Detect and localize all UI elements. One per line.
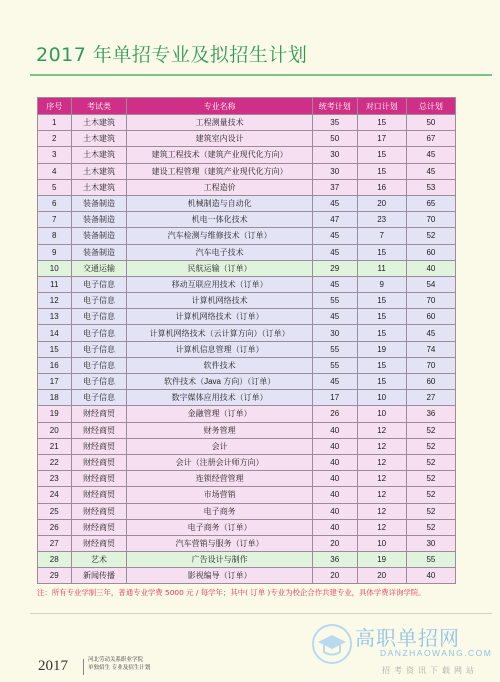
cell-unified-plan: 30 <box>312 325 357 341</box>
cell-major: 机电一体化技术 <box>127 212 313 228</box>
watermark-tagline: 招考资讯下载网站 <box>382 666 478 675</box>
cell-major: 会计 <box>127 438 313 454</box>
cell-total-plan: 36 <box>406 406 455 422</box>
cell-major: 财务管理 <box>127 422 313 438</box>
table-row <box>38 179 456 195</box>
cell-unified-plan: 40 <box>312 519 357 535</box>
cell-category: 财经商贸 <box>71 535 127 551</box>
cell-unified-plan: 47 <box>312 212 357 228</box>
table-row <box>38 244 456 260</box>
title-divider <box>30 74 492 76</box>
cell-category: 电子信息 <box>71 293 127 309</box>
cell-total-plan: 53 <box>406 179 455 195</box>
cell-no: 4 <box>38 163 72 179</box>
cell-targeted-plan: 17 <box>357 131 406 147</box>
cell-no: 8 <box>38 228 72 244</box>
table-row <box>38 325 456 341</box>
cell-no: 23 <box>38 471 72 487</box>
table-row <box>38 309 456 325</box>
table-row <box>38 390 456 406</box>
cell-category: 财经商贸 <box>71 422 127 438</box>
cell-major: 汽车营销与服务（订单） <box>127 535 313 551</box>
cell-major: 工程造价 <box>127 179 313 195</box>
table-row <box>38 568 456 584</box>
cell-major: 软件技术（Java 方向）（订单） <box>127 374 313 390</box>
cell-category: 新闻传播 <box>71 568 127 584</box>
cell-targeted-plan: 15 <box>357 147 406 163</box>
table-row <box>38 115 456 131</box>
cell-major: 计算机网络技术（云计算方向）（订单） <box>127 325 313 341</box>
cell-category: 土木建筑 <box>71 131 127 147</box>
cell-category: 财经商贸 <box>71 406 127 422</box>
cell-major: 移动互联应用技术（订单） <box>127 276 313 292</box>
table-row <box>38 374 456 390</box>
header-total-plan: 总计划 <box>406 98 455 115</box>
cell-category: 装备制造 <box>71 228 127 244</box>
cell-unified-plan: 40 <box>312 503 357 519</box>
cell-total-plan: 52 <box>406 228 455 244</box>
cell-unified-plan: 20 <box>312 535 357 551</box>
cell-total-plan: 52 <box>406 438 455 454</box>
table-row <box>38 163 456 179</box>
cell-no: 13 <box>38 309 72 325</box>
cell-major: 建筑室内设计 <box>127 131 313 147</box>
cell-targeted-plan: 19 <box>357 552 406 568</box>
cell-unified-plan: 45 <box>312 309 357 325</box>
cell-category: 电子信息 <box>71 357 127 373</box>
cell-targeted-plan: 10 <box>357 535 406 551</box>
cell-no: 22 <box>38 454 72 470</box>
cell-total-plan: 52 <box>406 471 455 487</box>
cell-category: 交通运输 <box>71 260 127 276</box>
table-row <box>38 212 456 228</box>
cell-no: 20 <box>38 422 72 438</box>
header-unified-plan: 统考计划 <box>312 98 357 115</box>
cell-unified-plan: 55 <box>312 341 357 357</box>
table-row <box>38 422 456 438</box>
cell-category: 艺术 <box>71 552 127 568</box>
table-row <box>38 503 456 519</box>
header-major: 专业名称 <box>127 98 313 115</box>
cell-unified-plan: 40 <box>312 422 357 438</box>
table-row <box>38 535 456 551</box>
cell-total-plan: 52 <box>406 454 455 470</box>
cell-total-plan: 52 <box>406 422 455 438</box>
cell-unified-plan: 35 <box>312 115 357 131</box>
cell-targeted-plan: 9 <box>357 276 406 292</box>
cell-major: 建筑工程技术（建筑产业现代化方向） <box>127 147 313 163</box>
watermark-domain[interactable]: DANZHAOWANG.COM <box>380 648 493 658</box>
cell-targeted-plan: 12 <box>357 422 406 438</box>
cell-major: 软件技术 <box>127 357 313 373</box>
cell-category: 土木建筑 <box>71 163 127 179</box>
cell-major: 汽车电子技术 <box>127 244 313 260</box>
cell-total-plan: 40 <box>406 568 455 584</box>
cell-unified-plan: 50 <box>312 131 357 147</box>
cell-targeted-plan: 15 <box>357 115 406 131</box>
table-row <box>38 454 456 470</box>
cell-total-plan: 50 <box>406 115 455 131</box>
cell-category: 电子信息 <box>71 325 127 341</box>
cell-category: 财经商贸 <box>71 454 127 470</box>
cell-targeted-plan: 12 <box>357 487 406 503</box>
cell-targeted-plan: 12 <box>357 503 406 519</box>
cell-unified-plan: 40 <box>312 438 357 454</box>
cell-targeted-plan: 7 <box>357 228 406 244</box>
cell-unified-plan: 45 <box>312 244 357 260</box>
school-subtitle: 单独招生 专业及招生计划 <box>88 665 151 671</box>
cell-total-plan: 30 <box>406 535 455 551</box>
cell-unified-plan: 37 <box>312 179 357 195</box>
cell-no: 16 <box>38 357 72 373</box>
footer-divider <box>30 613 492 614</box>
cell-category: 财经商贸 <box>71 471 127 487</box>
cell-major: 连锁经营管理 <box>127 471 313 487</box>
cell-category: 财经商贸 <box>71 503 127 519</box>
cell-total-plan: 65 <box>406 195 455 211</box>
table-row <box>38 195 456 211</box>
table-row <box>38 293 456 309</box>
cell-no: 27 <box>38 535 72 551</box>
cell-total-plan: 60 <box>406 244 455 260</box>
school-name: 河北劳动关系职业学院 <box>88 657 144 663</box>
cell-unified-plan: 40 <box>312 487 357 503</box>
header-no: 序号 <box>38 98 72 115</box>
cell-no: 2 <box>38 131 72 147</box>
cell-category: 土木建筑 <box>71 179 127 195</box>
cell-total-plan: 52 <box>406 503 455 519</box>
footer-year: 2017 <box>38 658 68 674</box>
cell-no: 3 <box>38 147 72 163</box>
cell-targeted-plan: 12 <box>357 454 406 470</box>
cell-no: 26 <box>38 519 72 535</box>
cell-total-plan: 52 <box>406 487 455 503</box>
cell-major: 广告设计与制作 <box>127 552 313 568</box>
cell-targeted-plan: 12 <box>357 438 406 454</box>
cell-unified-plan: 20 <box>312 568 357 584</box>
cell-unified-plan: 36 <box>312 552 357 568</box>
cell-targeted-plan: 20 <box>357 568 406 584</box>
header-targeted-plan: 对口计划 <box>357 98 406 115</box>
cell-total-plan: 70 <box>406 357 455 373</box>
cell-targeted-plan: 12 <box>357 471 406 487</box>
cell-total-plan: 60 <box>406 309 455 325</box>
cell-unified-plan: 45 <box>312 374 357 390</box>
cell-targeted-plan: 19 <box>357 341 406 357</box>
cell-total-plan: 67 <box>406 131 455 147</box>
cell-no: 14 <box>38 325 72 341</box>
cell-no: 17 <box>38 374 72 390</box>
cell-category: 土木建筑 <box>71 115 127 131</box>
cell-no: 28 <box>38 552 72 568</box>
cell-targeted-plan: 10 <box>357 390 406 406</box>
cell-total-plan: 70 <box>406 212 455 228</box>
cell-category: 电子信息 <box>71 374 127 390</box>
table-row <box>38 471 456 487</box>
cell-total-plan: 55 <box>406 552 455 568</box>
cell-targeted-plan: 15 <box>357 357 406 373</box>
cell-unified-plan: 45 <box>312 276 357 292</box>
cell-no: 25 <box>38 503 72 519</box>
cell-category: 财经商贸 <box>71 519 127 535</box>
cell-unified-plan: 40 <box>312 454 357 470</box>
table-header-row <box>38 98 456 115</box>
cell-targeted-plan: 20 <box>357 195 406 211</box>
cell-targeted-plan: 16 <box>357 179 406 195</box>
cell-major: 民航运输（订单） <box>127 260 313 276</box>
cell-category: 电子信息 <box>71 309 127 325</box>
table-row <box>38 131 456 147</box>
cell-no: 1 <box>38 115 72 131</box>
cell-no: 19 <box>38 406 72 422</box>
cell-targeted-plan: 15 <box>357 325 406 341</box>
cell-category: 电子信息 <box>71 276 127 292</box>
cell-unified-plan: 30 <box>312 147 357 163</box>
cell-total-plan: 45 <box>406 325 455 341</box>
cell-total-plan: 54 <box>406 276 455 292</box>
table-row <box>38 357 456 373</box>
cell-major: 计算机信息管理（订单） <box>127 341 313 357</box>
cell-targeted-plan: 15 <box>357 374 406 390</box>
cell-unified-plan: 45 <box>312 228 357 244</box>
cell-total-plan: 60 <box>406 374 455 390</box>
page-title: 2017 年单招专业及拟招生计划 <box>36 44 308 66</box>
cell-unified-plan: 26 <box>312 406 357 422</box>
cell-category: 装备制造 <box>71 195 127 211</box>
footnote: 注：所有专业学制三年，普通专业学费 5000 元 / 每学年；其中( 订单 )专业为校企合作共建专业，具体学费详询学院。 <box>37 588 426 597</box>
cell-unified-plan: 29 <box>312 260 357 276</box>
cell-category: 装备制造 <box>71 212 127 228</box>
cell-unified-plan: 55 <box>312 293 357 309</box>
cell-total-plan: 45 <box>406 163 455 179</box>
cell-major: 汽车检测与维修技术（订单） <box>127 228 313 244</box>
cell-major: 电子商务（订单） <box>127 519 313 535</box>
cell-targeted-plan: 15 <box>357 309 406 325</box>
cell-no: 10 <box>38 260 72 276</box>
cell-no: 15 <box>38 341 72 357</box>
cell-category: 财经商贸 <box>71 438 127 454</box>
cell-major: 计算机网络技术（订单） <box>127 309 313 325</box>
cell-major: 工程测量技术 <box>127 115 313 131</box>
cell-targeted-plan: 15 <box>357 293 406 309</box>
table-row <box>38 228 456 244</box>
cell-unified-plan: 30 <box>312 163 357 179</box>
footer-school <box>88 656 150 672</box>
cell-no: 5 <box>38 179 72 195</box>
cell-major: 机械制造与自动化 <box>127 195 313 211</box>
cell-category: 装备制造 <box>71 244 127 260</box>
table-row <box>38 438 456 454</box>
cell-major: 建设工程管理（建筑产业现代化方向） <box>127 163 313 179</box>
cell-unified-plan: 40 <box>312 471 357 487</box>
cell-total-plan: 52 <box>406 519 455 535</box>
cell-major: 计算机网络技术 <box>127 293 313 309</box>
cell-targeted-plan: 11 <box>357 260 406 276</box>
cell-no: 24 <box>38 487 72 503</box>
cell-no: 18 <box>38 390 72 406</box>
cell-major: 影视编导（订单） <box>127 568 313 584</box>
table-row <box>38 147 456 163</box>
table-row <box>38 519 456 535</box>
cell-no: 29 <box>38 568 72 584</box>
cell-unified-plan: 55 <box>312 357 357 373</box>
header-category: 考试类 <box>71 98 127 115</box>
footer-separator <box>83 659 84 675</box>
table-row <box>38 406 456 422</box>
cell-targeted-plan: 12 <box>357 519 406 535</box>
cell-total-plan: 40 <box>406 260 455 276</box>
cell-no: 21 <box>38 438 72 454</box>
cell-no: 12 <box>38 293 72 309</box>
cell-major: 会计（注册会计师方向） <box>127 454 313 470</box>
enrollment-plan-table <box>37 97 456 584</box>
cell-unified-plan: 17 <box>312 390 357 406</box>
graduation-logo-icon <box>310 622 354 666</box>
cell-unified-plan: 45 <box>312 195 357 211</box>
cell-no: 7 <box>38 212 72 228</box>
cell-category: 电子信息 <box>71 390 127 406</box>
cell-targeted-plan: 15 <box>357 244 406 260</box>
cell-total-plan: 74 <box>406 341 455 357</box>
cell-category: 土木建筑 <box>71 147 127 163</box>
cell-major: 市场营销 <box>127 487 313 503</box>
cell-no: 11 <box>38 276 72 292</box>
cell-total-plan: 45 <box>406 147 455 163</box>
cell-total-plan: 70 <box>406 293 455 309</box>
table-row <box>38 276 456 292</box>
cell-major: 数字媒体应用技术（订单） <box>127 390 313 406</box>
cell-category: 财经商贸 <box>71 487 127 503</box>
cell-targeted-plan: 23 <box>357 212 406 228</box>
table-row <box>38 260 456 276</box>
table-row <box>38 341 456 357</box>
cell-no: 6 <box>38 195 72 211</box>
cell-major: 金融管理（订单） <box>127 406 313 422</box>
cell-major: 电子商务 <box>127 503 313 519</box>
cell-no: 9 <box>38 244 72 260</box>
cell-total-plan: 27 <box>406 390 455 406</box>
cell-targeted-plan: 10 <box>357 406 406 422</box>
table-row <box>38 552 456 568</box>
cell-category: 电子信息 <box>71 341 127 357</box>
cell-targeted-plan: 15 <box>357 163 406 179</box>
watermark-name[interactable]: 高职单招网 <box>355 626 460 650</box>
table-row <box>38 487 456 503</box>
